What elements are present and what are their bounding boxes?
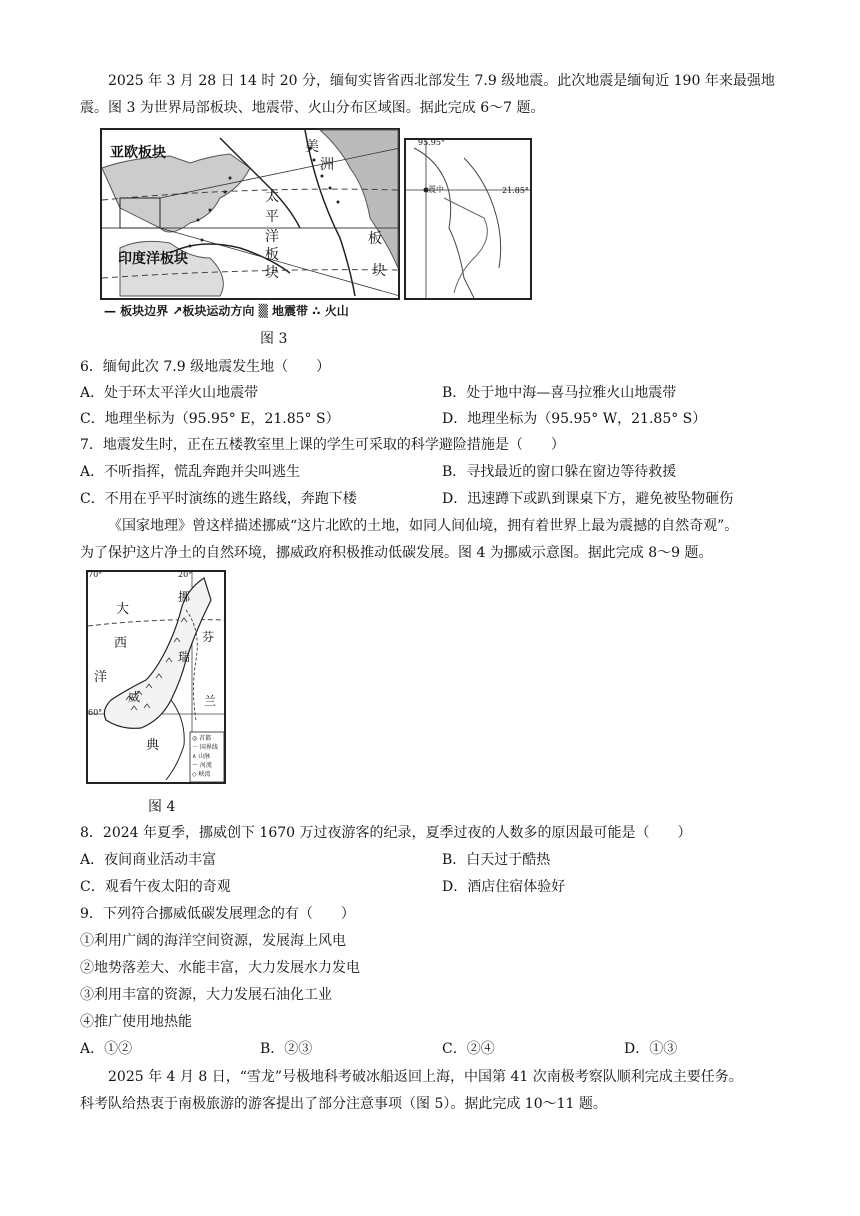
q9-item-4: ④推广使用地热能 — [80, 1014, 192, 1030]
q9-option-a[interactable]: A．①② — [80, 1041, 133, 1057]
q6-option-c[interactable]: C．地理坐标为（95.95° E，21.85° S） — [80, 411, 340, 427]
figure-3-main-map — [100, 128, 400, 300]
q8-stem: 8．2024 年夏季，挪威创下 1670 万过夜游客的纪录，夏季过夜的人数多的原因最可能是（ ） — [80, 825, 692, 841]
q9-item-2: ②地势落差大、水能丰富，大力发展水力发电 — [80, 960, 360, 976]
fig4-label-da: 大 — [116, 602, 130, 617]
label-pacific-1: 太 — [265, 189, 279, 205]
q7-options-row2 — [80, 488, 780, 512]
label-pacific-5: 块 — [265, 265, 279, 281]
q8-options-row1 — [80, 849, 780, 873]
figure-3-inset-map — [404, 138, 532, 300]
inset-epicenter: 震中 — [428, 185, 444, 194]
label-pacific-4: 板 — [265, 247, 279, 263]
fig4-legend-border: － 国界线 — [192, 744, 218, 751]
q7-option-d[interactable]: D．迅速蹲下或趴到课桌下方，避免被坠物砸伤 — [442, 491, 734, 507]
label-plate-2: 块 — [372, 263, 386, 279]
label-america-1: 美 — [305, 139, 319, 155]
fig4-label-wei: 威 — [128, 690, 141, 704]
q6-options-row1 — [80, 382, 780, 406]
q7-options-row1 — [80, 461, 780, 485]
intro1-line1: 2025 年 3 月 28 日 14 时 20 分，缅甸实皆省西北部发生 7.9 级地震。此次地震是缅甸近 190 年来最强地 — [108, 73, 775, 89]
fig4-lat60: 60° — [88, 708, 103, 717]
intro1-line2: 震。图 3 为世界局部板块、地震带、火山分布区域图。据此完成 6～7 题。 — [80, 100, 545, 116]
inset-longitude: 95.95° — [418, 138, 445, 147]
q9-item-3: ③利用丰富的资源，大力发展石油化工业 — [80, 987, 332, 1003]
label-indian-plate: 印度洋板块 — [118, 251, 188, 267]
fig4-label-yang: 洋 — [94, 670, 108, 685]
q7-option-b[interactable]: B．寻找最近的窗口躲在窗边等待救援 — [442, 464, 677, 480]
fig4-label-lan: 兰 — [204, 694, 217, 708]
q6-option-a[interactable]: A．处于环太平洋火山地震带 — [80, 385, 259, 401]
q6-option-b[interactable]: B．处于地中海—喜马拉雅火山地震带 — [442, 385, 677, 401]
fig4-legend — [192, 734, 218, 779]
q7-option-c[interactable]: C．不用在乎平时演练的逃生路线，奔跑下楼 — [80, 491, 357, 507]
q8-options-row2 — [80, 876, 780, 900]
fig4-legend-mountain: ∧ 山脉 — [192, 753, 211, 760]
fig4-lon20: 20° — [178, 570, 193, 579]
figure-4-caption: 图 4 — [148, 799, 176, 815]
q9-option-c[interactable]: C．②④ — [442, 1041, 495, 1057]
label-america-2: 洲 — [320, 157, 334, 173]
label-pacific-3: 洋 — [265, 229, 279, 245]
fig4-label-xi: 西 — [114, 636, 128, 651]
label-pacific-2: 平 — [265, 209, 279, 225]
q6-option-d[interactable]: D．地理坐标为（95.95° W，21.85° S） — [442, 411, 707, 427]
figure-3-legend: — 板块边界 ↗板块运动方向 ▒ 地震带 ∴ 火山 — [104, 304, 349, 318]
fig4-legend-capital: ◎ 首都 — [192, 735, 212, 742]
figure-4-map — [86, 570, 226, 784]
fig4-legend-fjord: ◇ 峡湾 — [192, 771, 211, 778]
q7-stem: 7．地震发生时，正在五楼教室里上课的学生可采取的科学避险措施是（ ） — [80, 437, 565, 453]
fig4-legend-river: ～ 河流 — [192, 762, 212, 769]
fig4-label-nuo: 挪 — [178, 590, 191, 604]
fig4-label-rui: 瑞 — [178, 650, 191, 664]
q9-option-d[interactable]: D．①③ — [624, 1041, 678, 1057]
q8-option-b[interactable]: B．白天过于酷热 — [442, 852, 551, 868]
intro2-line2: 为了保护这片净土的自然环境，挪威政府积极推动低碳发展。图 4 为挪威示意图。据此完成 8～9 题。 — [80, 545, 713, 561]
label-eurasia-plate: 亚欧板块 — [110, 145, 166, 161]
q9-item-1: ①利用广阔的海洋空间资源，发展海上风电 — [80, 933, 346, 949]
q7-option-a[interactable]: A．不听指挥，慌乱奔跑并尖叫逃生 — [80, 464, 301, 480]
fig4-label-fen: 芬 — [202, 630, 215, 644]
q9-stem: 9．下列符合挪威低碳发展理念的有（ ） — [80, 906, 355, 922]
q6-stem: 6．缅甸此次 7.9 级地震发生地（ ） — [80, 359, 331, 375]
q9-option-b[interactable]: B．②③ — [260, 1041, 313, 1057]
q8-option-d[interactable]: D．酒店住宿体验好 — [442, 879, 566, 895]
fig4-lon70: 70° — [88, 570, 103, 579]
intro2-line1: 《国家地理》曾这样描述挪威“这片北欧的土地，如同人间仙境，拥有着世界上最为震撼的自然奇观”。 — [108, 518, 739, 534]
q6-options-row2 — [80, 408, 780, 432]
label-plate-1: 板 — [368, 231, 382, 247]
figure-3-caption: 图 3 — [260, 331, 288, 347]
q8-option-c[interactable]: C．观看午夜太阳的奇观 — [80, 879, 231, 895]
inset-latitude: 21.85° — [502, 186, 529, 195]
q8-option-a[interactable]: A．夜间商业活动丰富 — [80, 852, 217, 868]
q9-options — [80, 1038, 780, 1062]
intro3-line2: 科考队给热衷于南极旅游的游客提出了部分注意事项（图 5）。据此完成 10～11 题。 — [80, 1096, 607, 1112]
fig4-label-dian: 典 — [146, 738, 160, 753]
intro3-line1: 2025 年 4 月 8 日，“雪龙”号极地科考破冰船返回上海，中国第 41 次南极考察队顺利完成主要任务。 — [108, 1069, 743, 1085]
